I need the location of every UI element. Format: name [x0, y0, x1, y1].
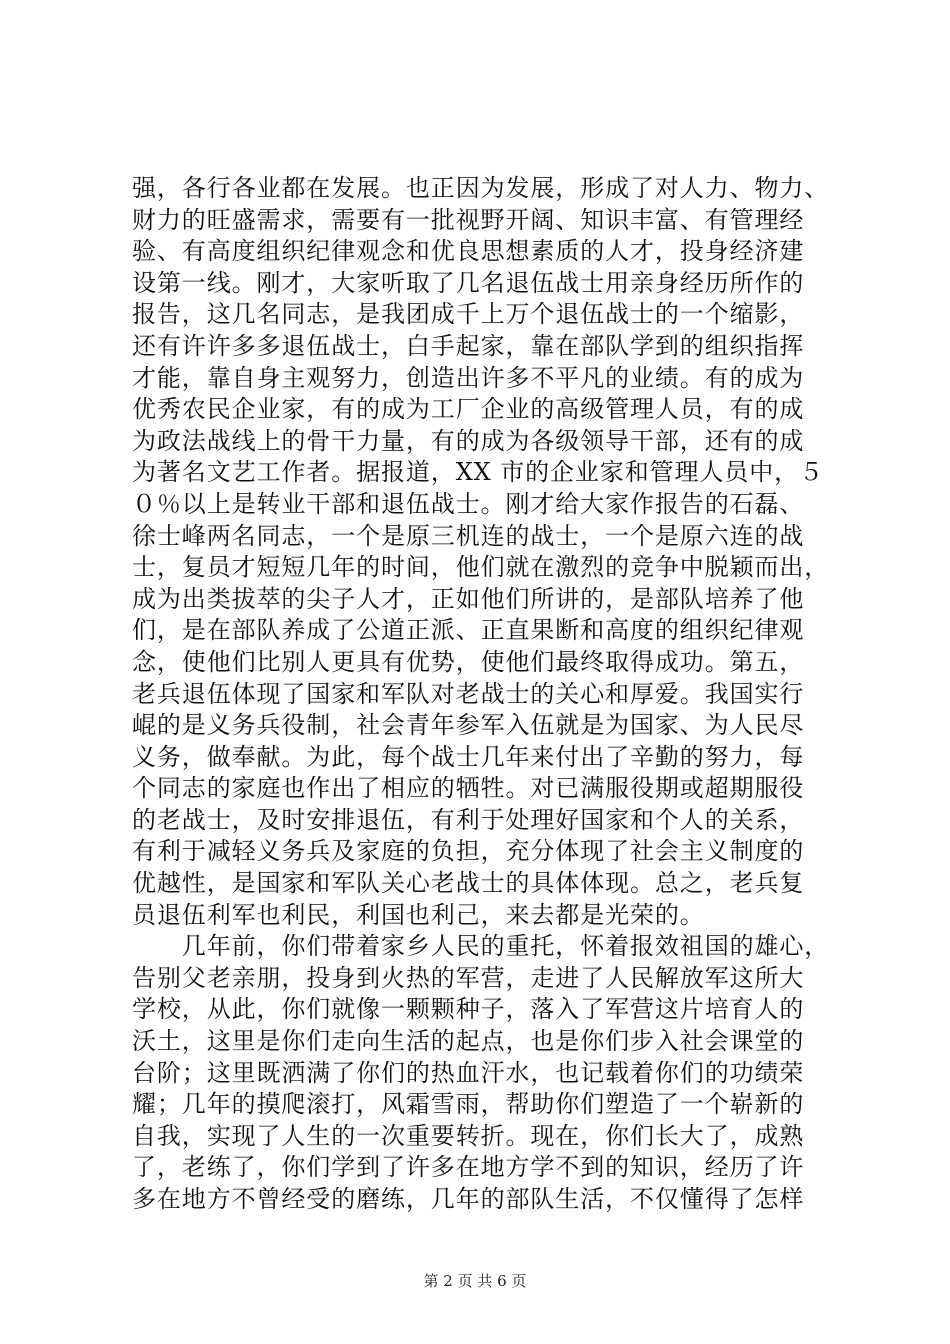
- text-line: ０％以上是转业干部和退伍战士。刚才给大家作报告的石磊、: [132, 489, 805, 518]
- text-line: 们，是在部队养成了公道正派、正直果断和高度的组织纪律观: [132, 616, 805, 645]
- text-line: 沃土，这里是你们走向生活的起点，也是你们步入社会课堂的: [132, 1027, 805, 1056]
- text-line: 设第一线。刚才，大家听取了几名退伍战士用亲身经历所作的: [132, 268, 805, 297]
- text-line: 自我，实现了人生的一次重要转折。现在，你们长大了，成熟: [132, 1121, 805, 1150]
- text-line: 徐士峰两名同志，一个是原三机连的战士，一个是原六连的战: [132, 521, 805, 550]
- text-line: 耀；几年的摸爬滚打，风霜雪雨，帮助你们塑造了一个崭新的: [132, 1090, 805, 1119]
- text-line: 的老战士，及时安排退伍，有利于处理好国家和个人的关系，: [132, 805, 805, 834]
- text-line: 成为出类拔萃的尖子人才，正如他们所讲的，是部队培养了他: [132, 584, 805, 613]
- text-line: 优秀农民企业家，有的成为工厂企业的高级管理人员，有的成: [132, 395, 805, 424]
- text-line: 强，各行各业都在发展。也正因为发展，形成了对人力、物力、: [132, 174, 830, 202]
- text-line: 优越性，是国家和军队关心老战士的具体体现。总之，老兵复: [132, 869, 805, 898]
- text-line: 还有许许多多退伍战士，白手起家，靠在部队学到的组织指挥: [132, 331, 805, 360]
- text-line: 学校，从此，你们就像一颗颗种子，落入了军营这片培育人的: [132, 995, 805, 1024]
- text-line: 士，复员才短短几年的时间，他们就在激烈的竞争中脱颖而出，: [132, 553, 830, 582]
- text-line: 了，老练了，你们学到了许多在地方学不到的知识，经历了许: [132, 1153, 805, 1182]
- text-line: 告别父老亲朋，投身到火热的军营，走进了人民解放军这所大: [132, 963, 805, 992]
- text-line: 员退伍利军也利民，利国也利己，来去都是光荣的。: [132, 900, 705, 929]
- body-text: [132, 173, 832, 1216]
- page-footer: 第 2 页 共 6 页: [423, 1272, 527, 1290]
- text-line: 验、有高度组织纪律观念和优良思想素质的人才，投身经济建: [132, 237, 805, 266]
- text-line: 财力的旺盛需求，需要有一批视野开阔、知识丰富、有管理经: [132, 205, 805, 234]
- text-line: 台阶；这里既洒满了你们的热血汗水，也记载着你们的功绩荣: [132, 1058, 805, 1087]
- text-line: 才能，靠自身主观努力，创造出许多不平凡的业绩。有的成为: [132, 363, 805, 392]
- text-line: 义务，做奉献。为此，每个战士几年来付出了辛勤的努力，每: [132, 742, 805, 771]
- text-line: 为政法战线上的骨干力量，有的成为各级领导干部，还有的成: [132, 426, 805, 455]
- text-line: 几年前，你们带着家乡人民的重托，怀着报效祖国的雄心，: [132, 932, 830, 961]
- text-line: 个同志的家庭也作出了相应的牺牲。对已满服役期或超期服役: [132, 774, 805, 803]
- text-line: 报告，这几名同志，是我团成千上万个退伍战士的一个缩影，: [132, 300, 805, 329]
- text-line: 为著名文艺工作者。据报道，XX 市的企业家和管理人员中，５: [132, 458, 824, 487]
- text-line: 崐的是义务兵役制，社会青年参军入伍就是为国家、为人民尽: [132, 711, 805, 740]
- text-line: 多在地方不曾经受的磨练，几年的部队生活，不仅懂得了怎样: [132, 1185, 805, 1213]
- text-line: 念，使他们比别人更具有优势，使他们最终取得成功。第五，: [132, 647, 805, 676]
- text-line: 有利于减轻义务兵及家庭的负担，充分体现了社会主义制度的: [132, 837, 805, 866]
- text-line: 老兵退伍体现了国家和军队对老战士的关心和厚爱。我国实行: [132, 679, 805, 708]
